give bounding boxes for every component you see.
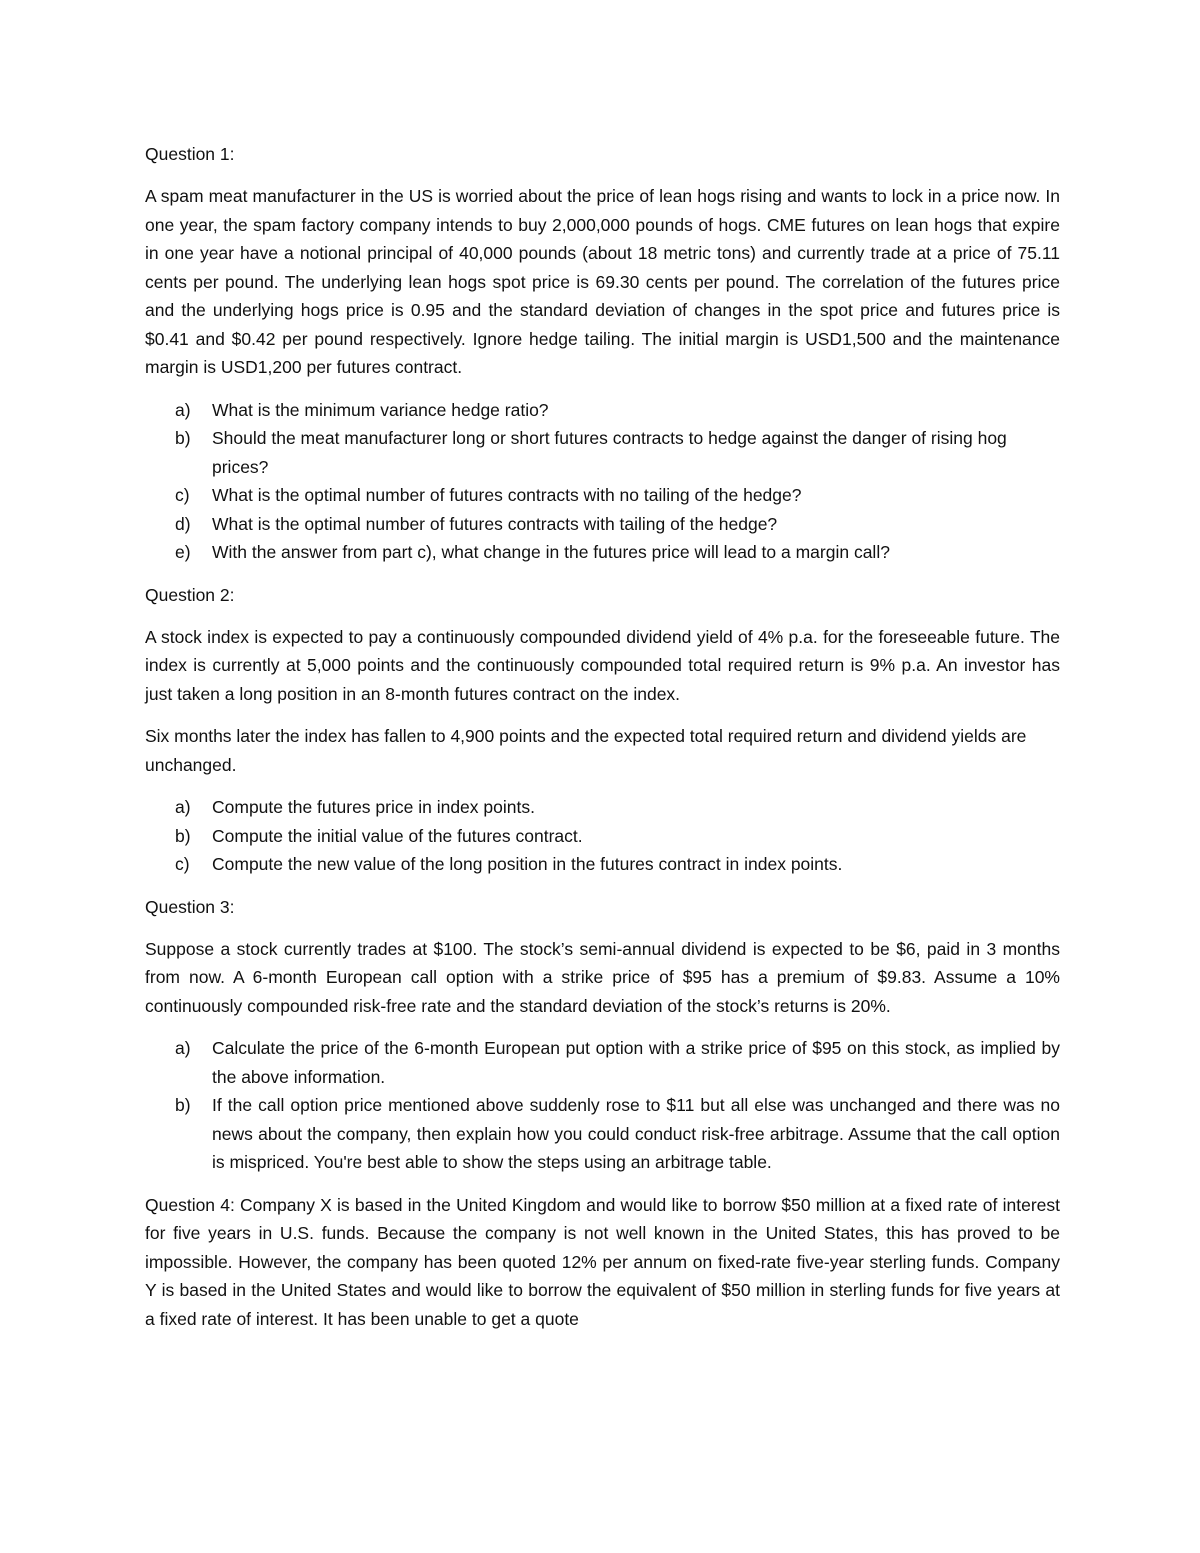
item-text: Compute the new value of the long position in the futures contract in index points. [212,854,843,874]
item-text: What is the minimum variance hedge ratio? [212,399,549,420]
item-text: Compute the initial value of the futures contract. [212,825,583,846]
question-1-body: A spam meat manufacturer in the US is worried about the price of lean hogs rising and wants to lock in a price now. In one year, the spam factory company intends to buy 2,000,000 pounds of hogs. CME futures on lean hogs that expire in one year have a notional principal of 40,000 pounds (about 18 metric tons) and currently trade at a price of 75.11 cents per pound. The underlying lean hogs spot price is 69.30 cents per pound. The correlation of the futures price and the underlying hogs price is 0.95 and the standard deviation of changes in the spot price and futures price is $0.41 and $0.42 per pound respectively. Ignore hedge tailing. The initial margin is USD1,500 and the maintenance margin is USD1,200 per futures contract. [145,186,1060,377]
document-page [145,140,1060,1347]
item-marker: d) [175,513,191,534]
item-marker: b) [175,825,191,846]
item-marker: c) [175,485,190,505]
question-1-parts [145,396,1060,567]
list-item [145,1091,1060,1177]
item-text: If the call option price mentioned above suddenly rose to $11 but all else was unchanged and there was no news about the company, then explain how you could conduct risk-free arbitrage. Assume that the call option is mispriced. You're best able to show the steps using an arbitrage table. [212,1095,1060,1172]
item-marker: e) [175,542,191,562]
question-2-heading: Question 2: [145,584,235,605]
list-item [145,850,1060,879]
list-item [145,424,1060,481]
item-text: With the answer from part c), what change in the futures price will lead to a margin call? [212,542,890,562]
question-3-body: Suppose a stock currently trades at $100. The stock’s semi-annual dividend is expected to be $6, paid in 3 months from now. A 6-month European call option with a strike price of $95 has a premium of $9.83. Assume a 10% continuously compounded risk-free rate and the standard deviation of the stock’s returns is 20%. [145,938,1060,1016]
list-item [145,1034,1060,1091]
list-item [145,822,1060,851]
item-marker: a) [175,399,191,420]
item-text: Should the meat manufacturer long or short futures contracts to hedge against the danger of rising hog prices? [212,428,1007,477]
question-2-body-2: Six months later the index has fallen to 4,900 points and the expected total required return and dividend yields are unchanged. [145,726,1027,775]
item-marker: a) [175,1038,191,1058]
list-item [145,481,1060,510]
item-marker: c) [175,854,190,874]
item-text: Compute the futures price in index points. [212,797,535,817]
item-marker: a) [175,797,191,817]
list-item [145,793,1060,822]
item-marker: b) [175,428,191,448]
question-2-body-1: A stock index is expected to pay a continuously compounded dividend yield of 4% p.a. for the foreseeable future. The index is currently at 5,000 points and the continuously compounded total required return is 9% p.a. An investor has just taken a long position in an 8-month futures contract on the index. [145,626,1060,704]
item-text: What is the optimal number of futures contracts with no tailing of the hedge? [212,485,802,505]
question-4-body: Company X is based in the United Kingdom and would like to borrow $50 million at a fixed rate of interest for five years in U.S. funds. Because the company is not well known in the United States, this has proved to be impossible. However, the company has been quoted 12% per annum on fixed-rate five-year sterling funds. Company Y is based in the United States and would like to borrow the equivalent of $50 million in sterling funds for five years at a fixed rate of interest. It has been unable to get a quote [145,1194,1060,1329]
question-3-parts [145,1034,1060,1177]
question-4-paragraph [145,1191,1060,1334]
item-text: Calculate the price of the 6-month European put option with a strike price of $95 on this stock, as implied by the above information. [212,1038,1060,1087]
item-text: What is the optimal number of futures contracts with tailing of the hedge? [212,513,778,534]
question-4-heading: Question 4: [145,1194,235,1215]
list-item [145,538,1060,567]
item-marker: b) [175,1095,191,1115]
list-item [145,510,1060,539]
list-item [145,396,1060,425]
question-1-heading: Question 1: [145,144,235,164]
question-2-parts [145,793,1060,879]
question-3-heading: Question 3: [145,896,235,917]
